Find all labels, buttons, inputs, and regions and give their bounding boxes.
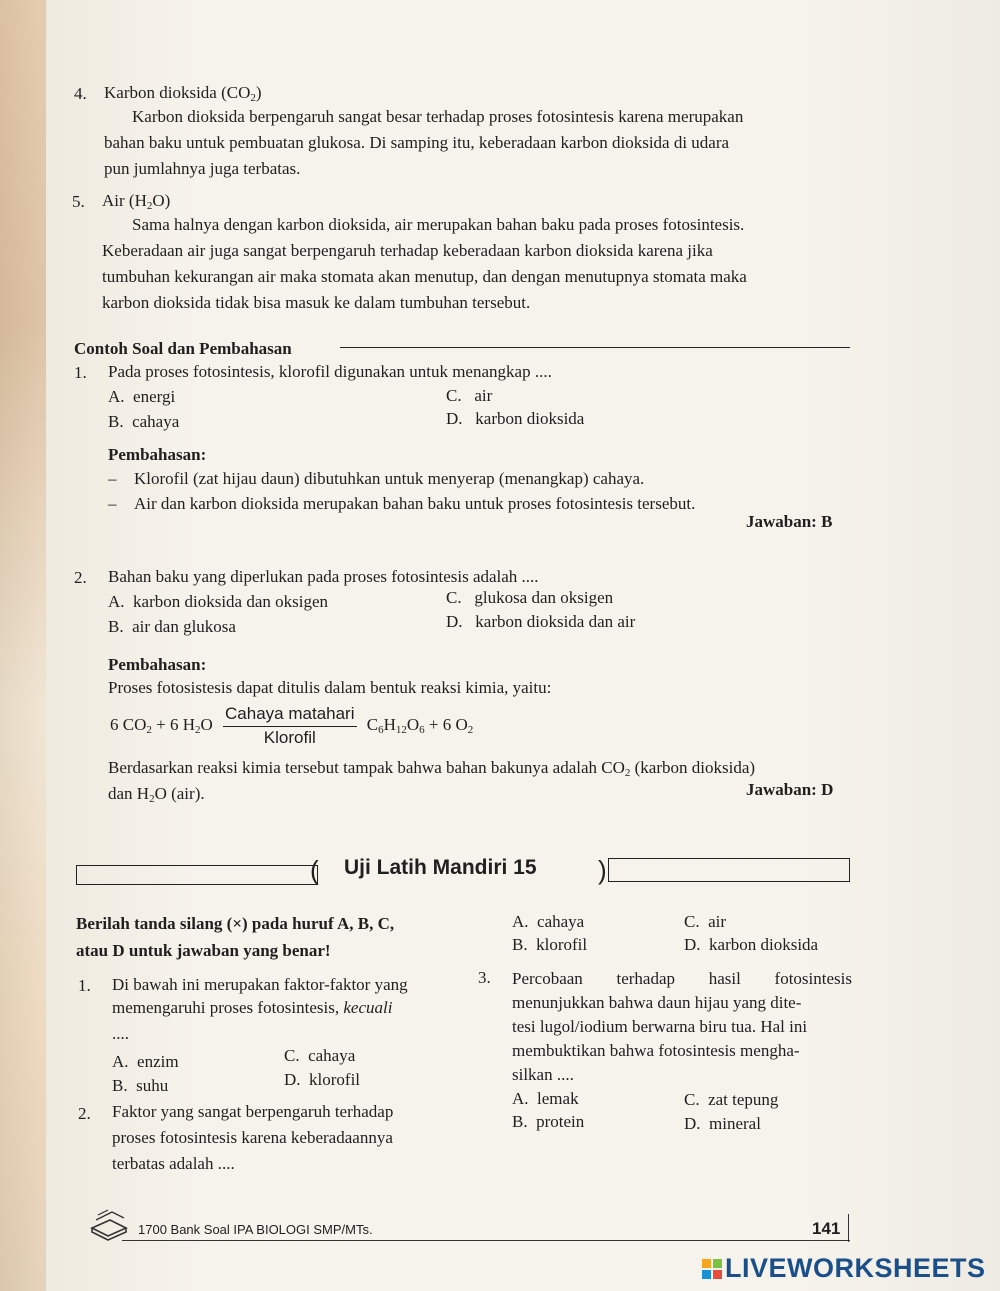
uji-q2-line1: Faktor yang sangat berpengaruh terhadap	[112, 1102, 394, 1121]
uji-q1-option-c: C. cahaya	[284, 1046, 356, 1065]
uji-q1-option-d: D. klorofil	[284, 1070, 361, 1089]
item-4-title: Karbon dioksida $(CO_2)$	[104, 83, 262, 104]
contoh-q2-option-c: C. glukosa dan oksigen	[446, 588, 614, 607]
uji-q1-option-a: A. enzim	[112, 1052, 179, 1071]
uji-q3-option-a: A. lemak	[512, 1089, 579, 1108]
uji-instruction-line1: Berilah tanda silang (×) pada huruf A, B, C,	[76, 914, 395, 933]
contoh-q1-number: 1.	[74, 363, 87, 382]
item-5-paragraph: Sama halnya dengan karbon dioksida, air merupakan bahan baku pada proses fotosintesis. Keberadaan air juga sangat berpengaruh terhadap keberadaan karbon dioksida karena jika tumbuhan kekurangan air maka stomata akan menutup, dan dengan menutupnya stomata maka karbon dioksida tidak bisa masuk ke dalam tumbuhan tersebut.	[102, 215, 747, 312]
banner-right-bar	[608, 858, 850, 882]
uji-q3-number: 3.	[478, 968, 491, 987]
uji-latih-title: Uji Latih Mandiri 15	[344, 856, 537, 879]
contoh-q1-text: Pada proses fotosintesis, klorofil digunakan untuk menangkap ....	[108, 362, 552, 381]
contoh-q2-option-b: B. air dan glukosa	[108, 617, 236, 636]
contoh-q1-answer: Jawaban: B	[746, 512, 833, 531]
uji-q2-option-d: D. karbon dioksida	[684, 935, 819, 954]
uji-q3-option-b: B. protein	[512, 1112, 585, 1131]
contoh-q2-text: Bahan baku yang diperlukan pada proses fotosintesis adalah ....	[108, 567, 539, 586]
uji-q2-option-c: C. air	[684, 912, 727, 931]
footer-book-title: 1700 Bank Soal IPA BIOLOGI SMP/MTs.	[138, 1222, 373, 1237]
banner-left-bar	[76, 865, 318, 885]
uji-instruction-line2: atau D untuk jawaban yang benar!	[76, 941, 331, 960]
uji-q2-number: 2.	[78, 1104, 91, 1123]
contoh-q2-option-d: D. karbon dioksida dan air	[446, 612, 636, 631]
contoh-q2-conclusion-line2: dan $H_2O$ (air).	[108, 784, 205, 805]
contoh-q1-option-c: C. air	[446, 386, 493, 405]
uji-q1-line3: ....	[112, 1024, 129, 1043]
uji-q2-line2: proses fotosintesis karena keberadaannya	[112, 1128, 393, 1147]
contoh-q1-option-a: A. energi	[108, 387, 176, 406]
uji-q3-text: Percobaan terhadap hasil fotosintesis menunjukkan bahwa daun hijau yang dite- tesi lugol/iodium berwarna biru tua. Hal ini membuktikan bahwa fotosintesis mengha- silkan ....	[512, 969, 852, 1084]
photosynthesis-equation: 6 $CO_2 + 6$ $H_2O$ $\frac{\text{Cahaya matahari}}{\text{Klorofil}}$ $C_6H_{12}O_6 + 6$ $O_2$	[110, 704, 474, 747]
uji-q2-option-a: A. cahaya	[512, 912, 585, 931]
footer-rule	[122, 1240, 850, 1241]
liveworksheets-logo: LIVEWORKSHEETS	[702, 1253, 986, 1284]
item-5-number: 5.	[72, 192, 85, 211]
contoh-q2-pembahasan-label: Pembahasan:	[108, 655, 207, 674]
footer-page-divider	[848, 1214, 849, 1242]
uji-q2-option-b: B. klorofil	[512, 935, 588, 954]
uji-q2-line3: terbatas adalah ....	[112, 1154, 235, 1173]
uji-q3-option-d: D. mineral	[684, 1114, 761, 1133]
banner-right-bracket: )	[598, 855, 607, 885]
reaction-arrow-label: $\frac{\text{Cahaya matahari}}{\text{Klorofil}}$	[225, 704, 355, 747]
contoh-soal-heading: Contoh Soal dan Pembahasan	[74, 339, 292, 358]
item-4-paragraph: Karbon dioksida berpengaruh sangat besar terhadap proses fotosintesis karena merupakan bahan baku untuk pembuatan glukosa. Di samping itu, keberadaan karbon dioksida di udara pun jumlahnya juga terbatas.	[104, 107, 744, 178]
uji-q1-option-b: B. suhu	[112, 1076, 169, 1095]
footer-page-number: 141	[812, 1219, 841, 1238]
contoh-q1-pembahasan-label: Pembahasan:	[108, 445, 207, 464]
uji-q1-line1: Di bawah ini merupakan faktor-faktor yang	[112, 975, 408, 994]
heading-rule	[340, 347, 850, 348]
contoh-q1-option-b: B. cahaya	[108, 412, 180, 431]
contoh-q2-option-a: A. karbon dioksida dan oksigen	[108, 592, 329, 611]
book-stack-icon	[88, 1206, 130, 1242]
uji-q1-line2: memengaruhi proses fotosintesis, kecuali	[112, 998, 393, 1017]
contoh-q2-conclusion-line1: Berdasarkan reaksi kimia tersebut tampak bahwa bahan bakunya adalah $CO_2$ (karbon dioksida)	[108, 758, 756, 779]
uji-q3-option-c: C. zat tepung	[684, 1090, 779, 1109]
uji-q1-number: 1.	[78, 976, 91, 995]
banner-left-bracket: (	[310, 855, 319, 885]
item-4-number: 4.	[74, 84, 87, 103]
liveworksheets-logo-icon	[702, 1259, 722, 1279]
contoh-q2-intro: Proses fotosistesis dapat ditulis dalam bentuk reaksi kimia, yaitu:	[108, 678, 552, 697]
contoh-q2-answer: Jawaban: D	[746, 780, 834, 799]
contoh-q1-option-d: D. karbon dioksida	[446, 409, 585, 428]
contoh-q1-bullet-2: – Air dan karbon dioksida merupakan bahan baku untuk proses fotosintesis tersebut.	[108, 494, 696, 513]
page-edge-shadow	[0, 0, 46, 1291]
item-5-title: Air $(H_2O)$	[102, 191, 171, 212]
contoh-q1-bullet-1: – Klorofil (zat hijau daun) dibutuhkan untuk menyerap (menangkap) cahaya.	[108, 469, 645, 488]
contoh-q2-number: 2.	[74, 568, 87, 587]
